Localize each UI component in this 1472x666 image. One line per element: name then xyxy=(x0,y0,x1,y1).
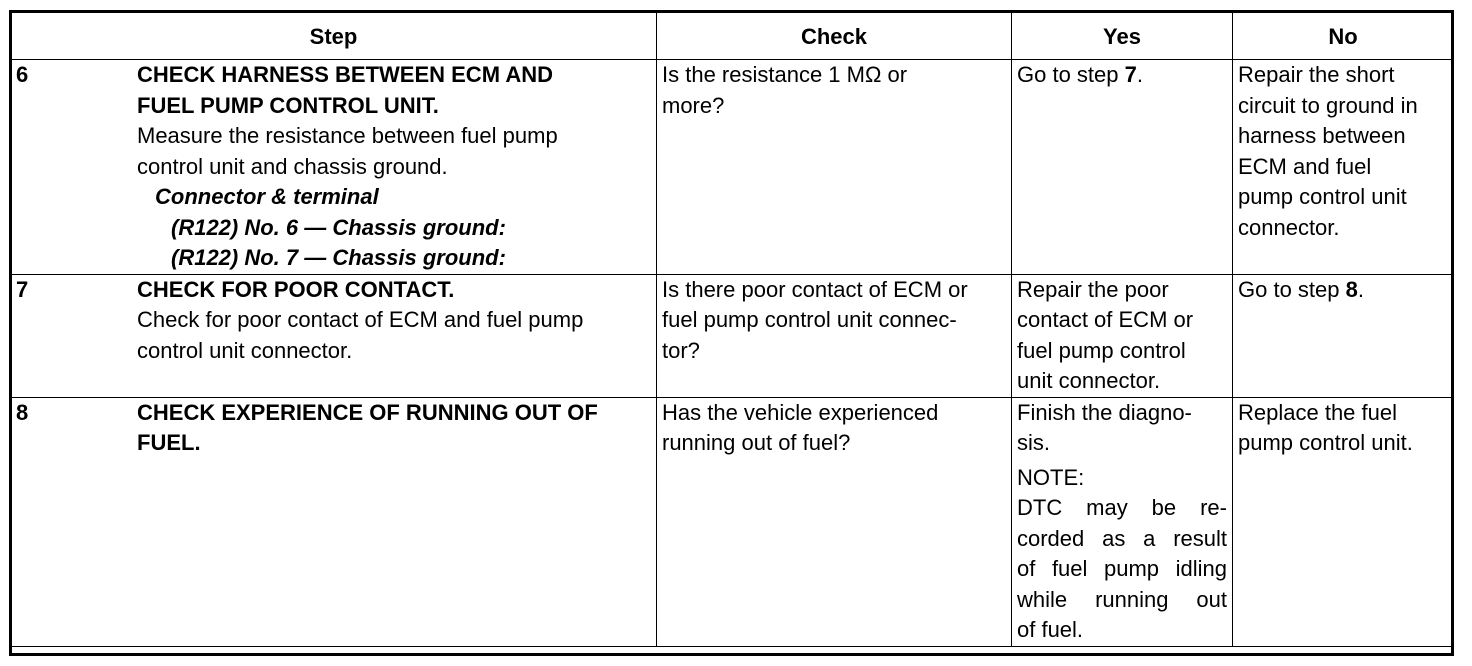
note-block xyxy=(1017,463,1227,646)
yes-suffix: . xyxy=(1136,62,1143,87)
diagnosis-table xyxy=(10,11,1454,647)
no-line: ECM and fuel xyxy=(1238,153,1372,179)
step-number: 8 xyxy=(16,399,29,425)
step-cell xyxy=(11,274,657,397)
yes-cell xyxy=(1012,60,1233,275)
step-body-line: control unit connector. xyxy=(137,337,353,363)
no-cell xyxy=(1233,274,1454,397)
no-prefix: Go to step xyxy=(1238,276,1346,302)
step-title-line: CHECK FOR POOR CONTACT. xyxy=(137,276,455,302)
header-row xyxy=(11,12,1454,60)
no-line: Replace the fuel xyxy=(1238,399,1397,425)
note-label: NOTE: xyxy=(1017,464,1085,490)
table-row-step-6 xyxy=(11,60,1454,275)
yes-line: contact of ECM or xyxy=(1017,307,1194,332)
check-line: running out of fuel? xyxy=(662,430,851,455)
step-title-line: CHECK EXPERIENCE OF RUNNING OUT OF xyxy=(137,399,598,425)
check-cell xyxy=(657,60,1012,275)
no-line: pump control unit xyxy=(1238,184,1407,209)
no-line: pump control unit. xyxy=(1238,430,1413,455)
no-cell xyxy=(1233,60,1454,275)
yes-step-ref: 7 xyxy=(1124,62,1137,87)
check-line: more? xyxy=(662,92,725,118)
step-number: 6 xyxy=(16,62,29,87)
table-row-step-8 xyxy=(11,397,1454,646)
check-cell xyxy=(657,397,1012,646)
yes-line: Repair the poor xyxy=(1017,276,1169,302)
step-body-line: Check for poor contact of ECM and fuel pump xyxy=(137,307,584,332)
note-line: of fuel. xyxy=(1017,617,1084,642)
step-title-line: FUEL. xyxy=(137,430,201,455)
connector-title: Connector & terminal xyxy=(155,184,379,209)
yes-cell xyxy=(1012,397,1233,646)
step-body-line: Measure the resistance between fuel pump xyxy=(137,123,558,148)
header-no: No xyxy=(1233,12,1454,60)
step-body-line: control unit and chassis ground. xyxy=(137,153,448,179)
no-line: harness between xyxy=(1238,123,1406,148)
yes-line xyxy=(1017,60,1227,91)
yes-line: sis. xyxy=(1017,430,1050,455)
check-line: fuel pump control unit connec- xyxy=(662,307,957,332)
note-line: DTC may be re- xyxy=(1017,495,1227,520)
connector-line: (R122) No. 7 — Chassis ground: xyxy=(171,245,506,270)
note-line: corded as a result xyxy=(1017,525,1227,551)
step-number: 7 xyxy=(16,276,29,302)
no-cell xyxy=(1233,397,1454,646)
no-suffix: . xyxy=(1357,276,1364,302)
no-line: Repair the short xyxy=(1238,62,1395,87)
no-step-ref: 8 xyxy=(1345,276,1358,302)
check-line: Has the vehicle experienced xyxy=(662,399,939,425)
check-line: Is there poor contact of ECM or xyxy=(662,276,968,302)
yes-cell xyxy=(1012,274,1233,397)
note-line: while running out xyxy=(1017,586,1227,612)
step-cell xyxy=(11,397,657,646)
no-line: circuit to ground in xyxy=(1238,92,1418,118)
yes-line: unit connector. xyxy=(1017,368,1161,393)
check-line: tor? xyxy=(662,337,700,363)
yes-line: fuel pump control xyxy=(1017,337,1186,363)
check-cell xyxy=(657,274,1012,397)
step-cell xyxy=(11,60,657,275)
header-yes: Yes xyxy=(1012,12,1233,60)
check-line: Is the resistance 1 MΩ or xyxy=(662,62,908,87)
header-check: Check xyxy=(657,12,1012,60)
no-line xyxy=(1238,275,1448,306)
step-title-line: FUEL PUMP CONTROL UNIT. xyxy=(137,92,439,118)
connector-line: (R122) No. 6 — Chassis ground: xyxy=(171,214,506,240)
yes-line: Finish the diagno- xyxy=(1017,399,1192,425)
no-line: connector. xyxy=(1238,214,1340,240)
table-row-step-7 xyxy=(11,274,1454,397)
yes-prefix: Go to step xyxy=(1017,62,1125,87)
header-step: Step xyxy=(11,12,657,60)
note-line: of fuel pump idling xyxy=(1017,556,1227,581)
step-title-line: CHECK HARNESS BETWEEN ECM AND xyxy=(137,62,553,87)
